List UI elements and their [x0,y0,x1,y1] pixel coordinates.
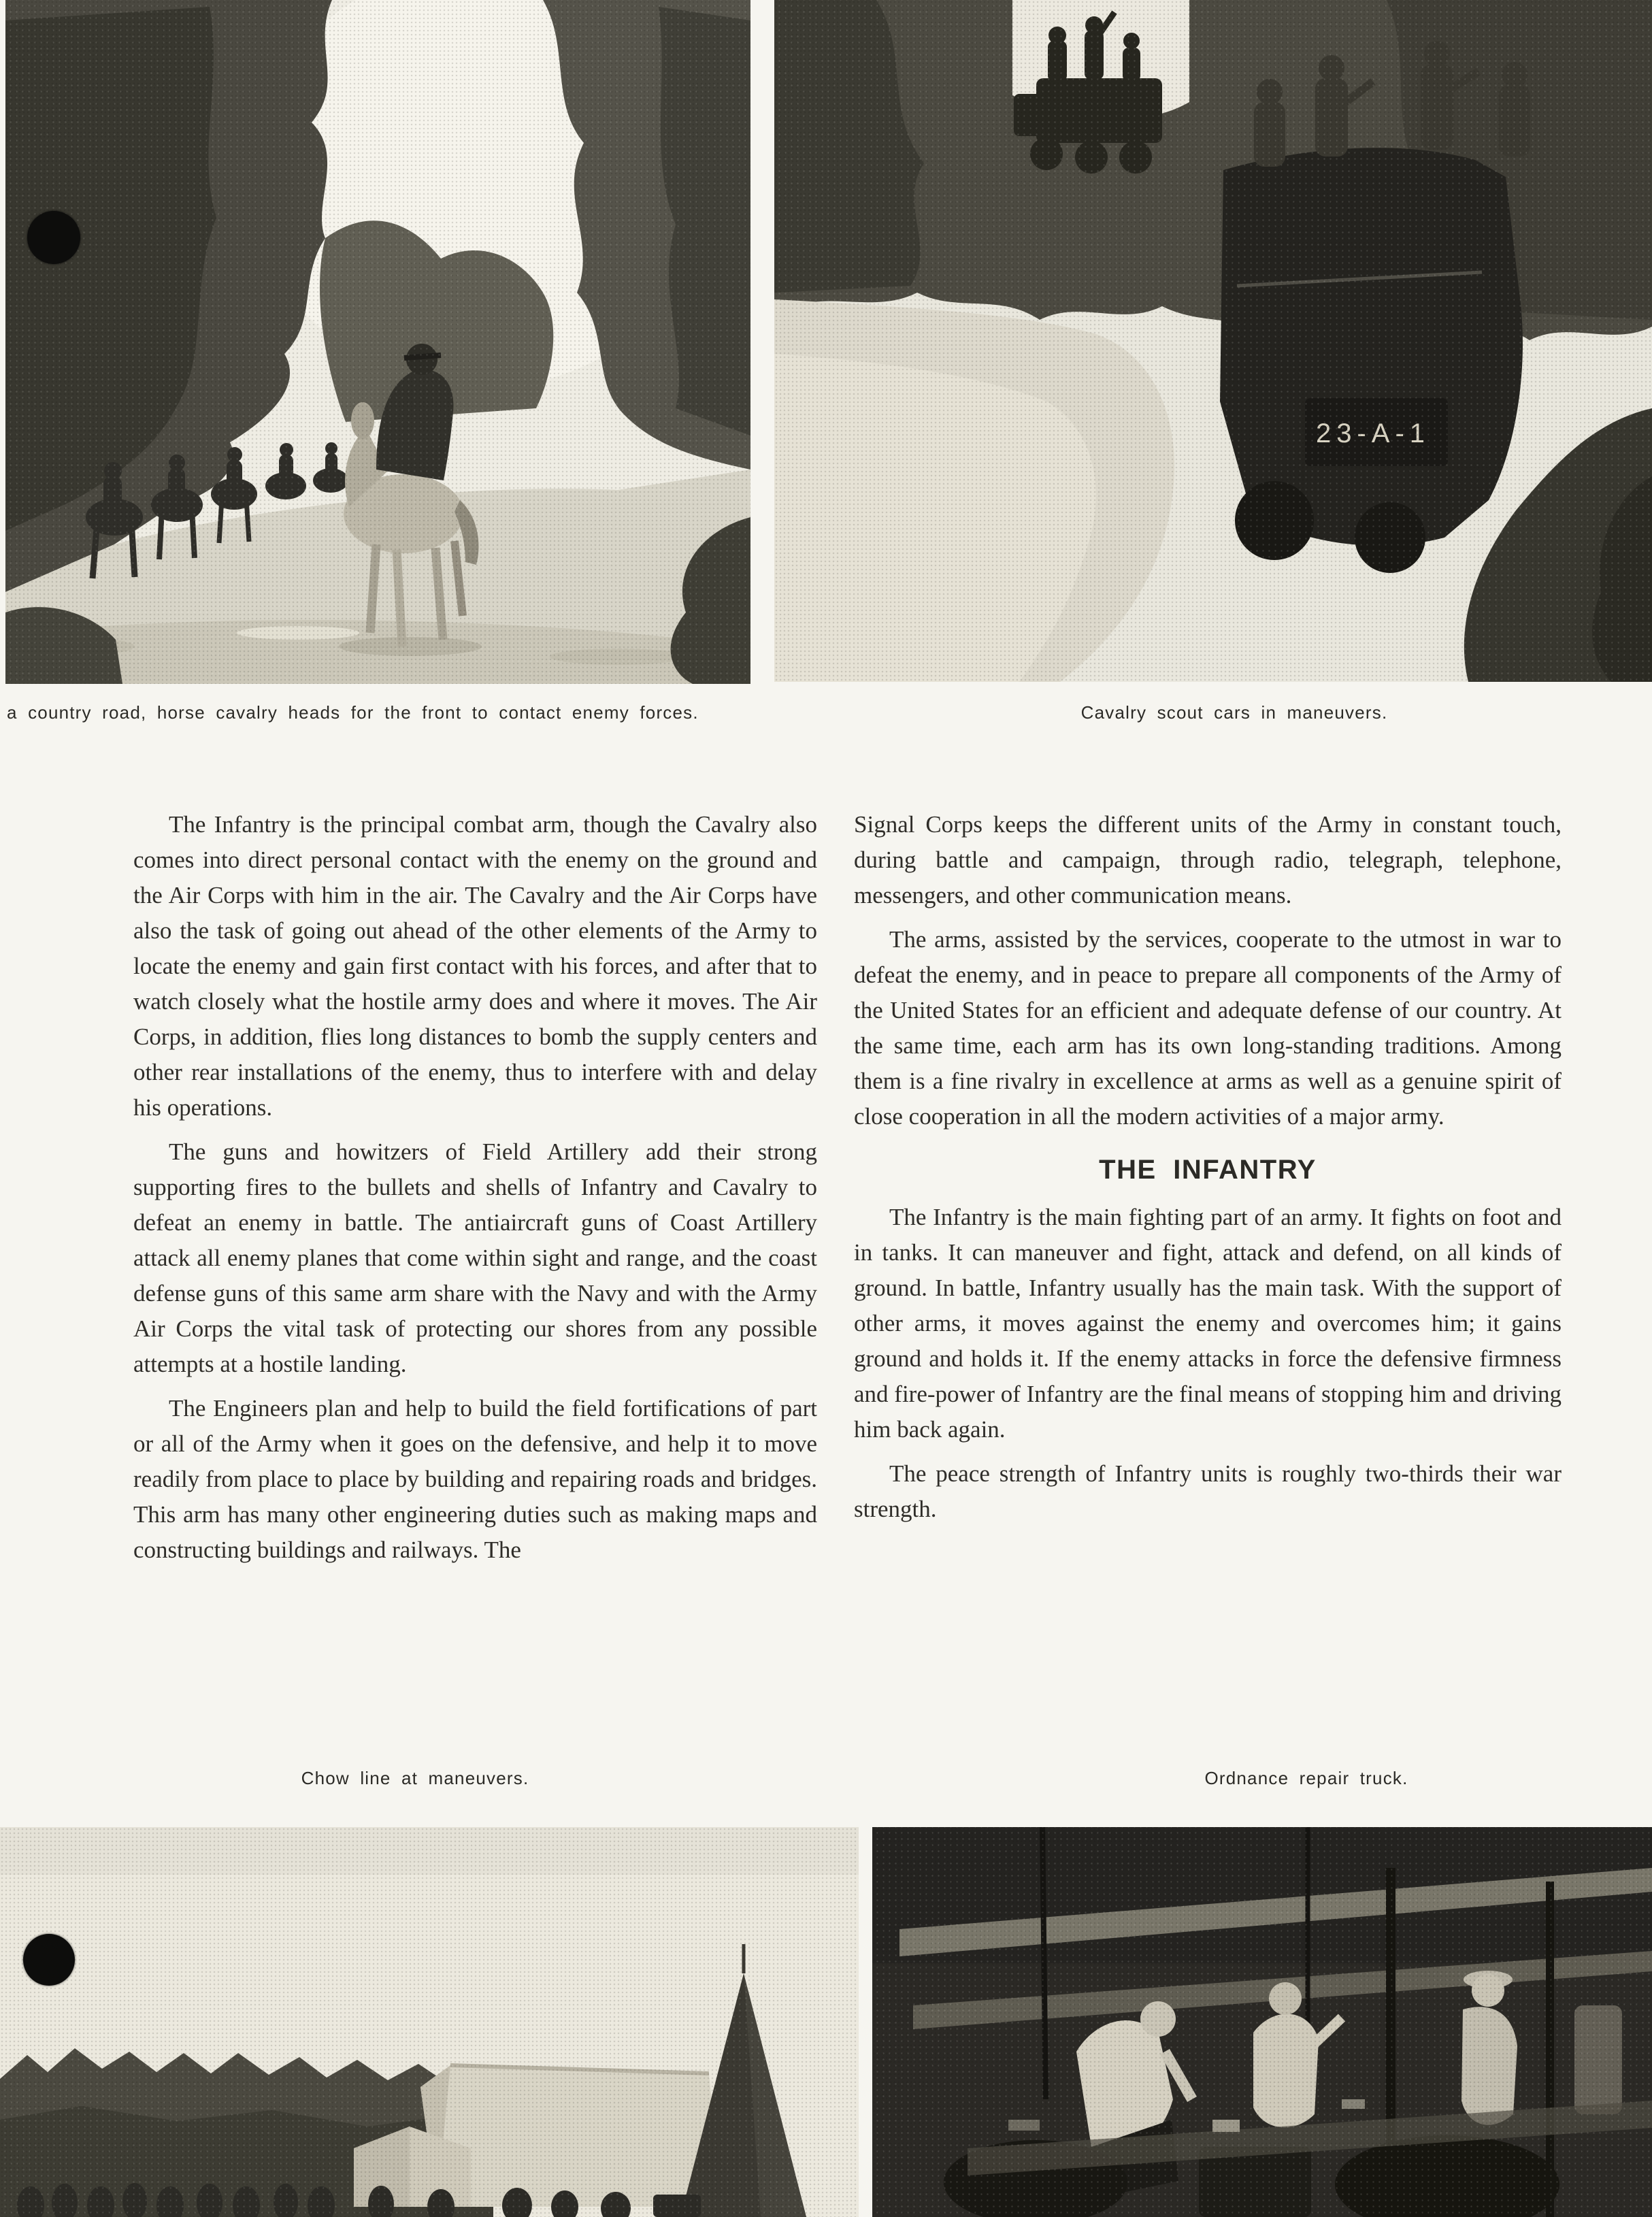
photo-horse-cavalry [5,0,750,684]
chow-line-illustration [0,1827,859,2217]
caption-horse-cavalry: a country road, horse cavalry heads for the front to contact enemy forces. [7,702,699,723]
photo-scout-cars [774,0,1652,682]
vehicle-marking-text: 23-A-1 [1315,418,1431,448]
text-column-left [133,807,817,1577]
horse-cavalry-illustration [5,0,750,684]
photo-chow-line [0,1827,859,2217]
photo-ordnance-repair-truck [872,1827,1652,2217]
hole-punch-bottom [23,1934,75,1986]
hole-punch-top [27,211,80,264]
section-heading-the-infantry: THE INFANTRY [1099,1155,1317,1185]
body-paragraph: The Engineers plan and help to build the field fortifications of part or all of the Army when it goes on the defensive, and help it to move readily from place to place by building and repairing roads and bridges. This arm has many other engineering duties such as making maps and constructing buildings and railways. The [133,1395,817,1563]
body-paragraph: The guns and howitzers of Field Artillery add their strong supporting fires to the bullets and shells of Infantry and Cavalry to defeat an enemy in battle. The antiaircraft guns of Coast Artillery attack all enemy planes that come within sight and range, and the coast defense guns of this same arm share with the Navy and with the Army Air Corps the vital task of protecting our shores from any possible attempts at a hostile landing. [133,1138,817,1377]
wheel [1235,481,1314,560]
caption-chow-line: Chow line at maneuvers. [301,1768,529,1788]
body-paragraph: The Infantry is the principal combat arm, though the Cavalry also comes into direct personal contact with the enemy on the ground and the Air Corps with him in the air. The Cavalry and the Air Corps have also the task of going out ahead of the other elements of the Army to locate the enemy and gain first contact with his forces, and after that to watch closely what the hostile army does and where it moves. The Air Corps, in addition, flies long distances to bomb the supply centers and other rear installations of the enemy, thus to interfere with and delay his operations. [133,811,817,1121]
dirt-road [774,299,1174,682]
sky-shading [0,1827,859,1875]
wheel [1355,502,1425,573]
body-paragraph: Signal Corps keeps the different units of the Army in constant touch, during battle and campaign, through radio, telegraph, telephone, messengers, and other communication means. [854,811,1562,908]
body-paragraph: The peace strength of Infantry units is roughly two-thirds their war strength. [854,1460,1562,1522]
body-paragraph: The Infantry is the main fighting part of an army. It fights on foot and in tanks. It can maneuver and fight, attack and defend, on all kinds of ground. In battle, Infantry usually has the main task. With the support of other arms, it moves against the enemy and overcomes him; it gains ground and holds it. If the enemy attacks in force the defensive firmness and fire-power of Infantry are the final means of stopping him and driving him back again. [854,1204,1562,1443]
repair-truck-illustration [872,1827,1652,2217]
body-paragraph: The arms, assisted by the services, cooperate to the utmost in war to defeat the enemy, and in peace to prepare all components of the Army of the United States for an efficient and adequate defense of our country. At the same time, each arm has its own long-standing traditions. Among them is a fine rivalry in excellence at arms as well as a genuine spirit of close cooperation in all the modern activities of a major army. [854,926,1562,1130]
scout-cars-illustration [774,0,1652,682]
tree-band [774,0,1652,340]
caption-ordnance-truck: Ordnance repair truck. [1204,1768,1408,1788]
caption-scout-cars: Cavalry scout cars in maneuvers. [1080,702,1388,723]
text-column-right [854,807,1562,1536]
